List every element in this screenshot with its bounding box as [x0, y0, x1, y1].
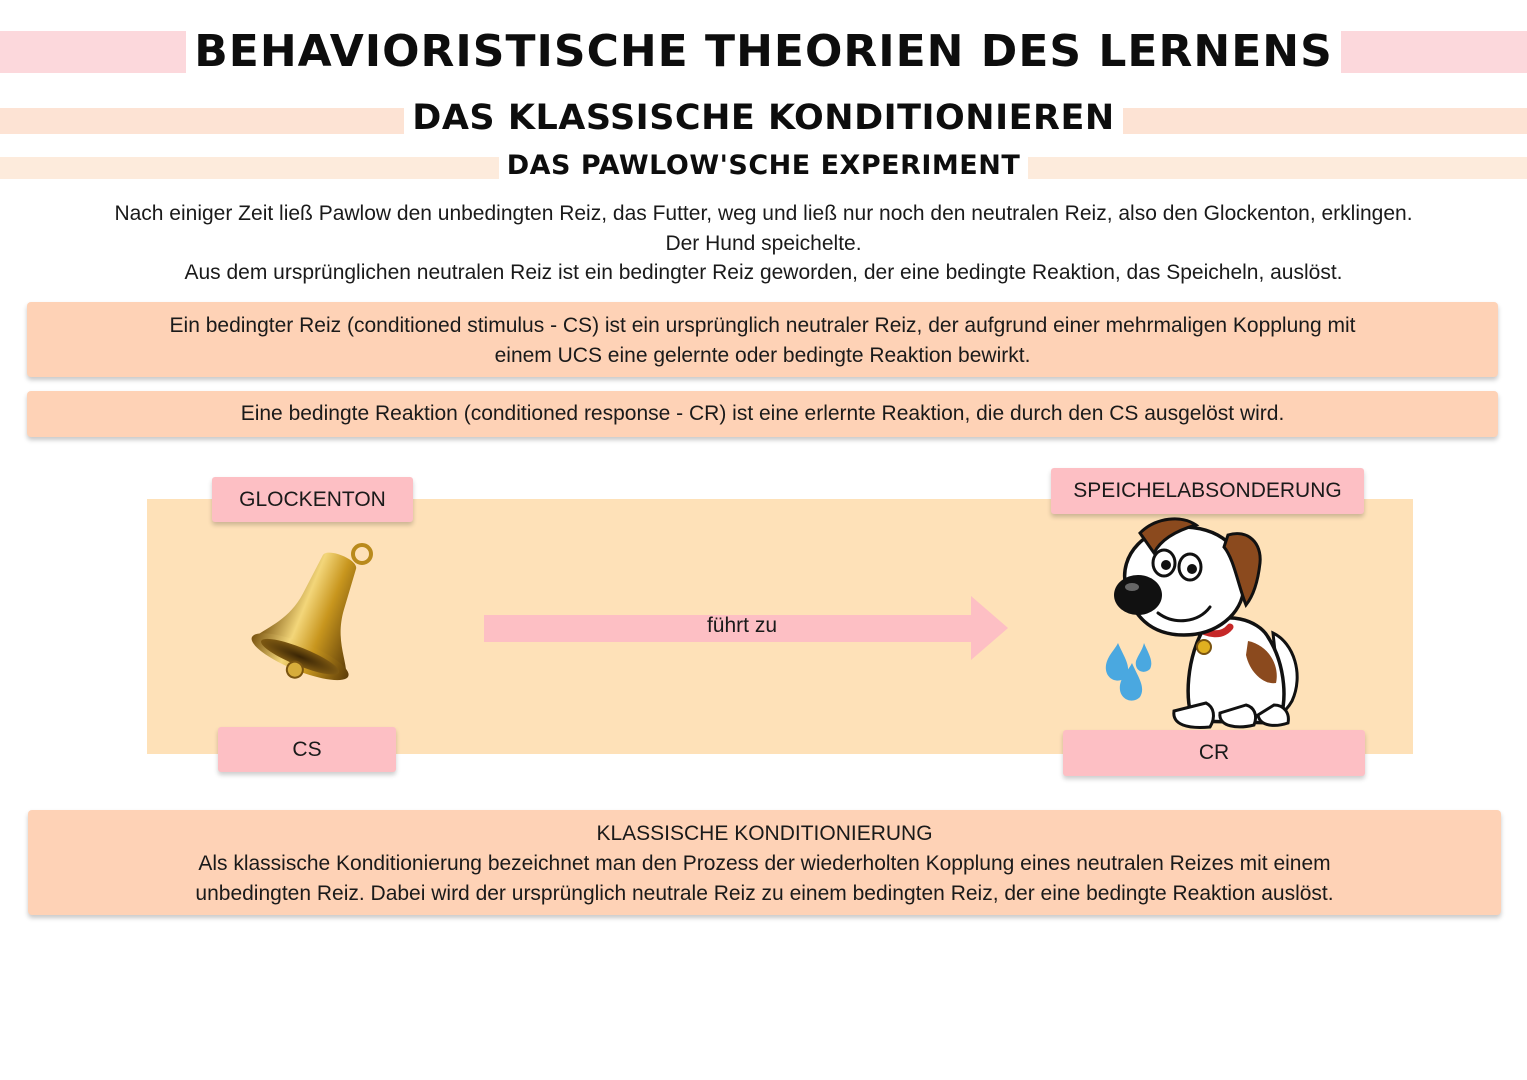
response-code: CR [1063, 730, 1365, 776]
definition-cs-line-2: einem UCS eine gelernte oder bedingte Reaktion bewirkt. [494, 344, 1031, 367]
page-title: BEHAVIORISTISCHE THEORIEN DES LERNENS [0, 26, 1527, 77]
intro-line-3: Aus dem ursprünglichen neutralen Reiz ist ein bedingter Reiz geworden, der eine bedingte Reaktion, das Speicheln, auslöst. [184, 261, 1343, 284]
definition-cr-box [27, 391, 1498, 437]
definition-cr-text: Eine bedingte Reaktion (conditioned response - CR) ist eine erlernte Reaktion, die durch den CS ausgelöst wird. [240, 402, 1285, 425]
intro-text [20, 199, 1507, 288]
intro-line-1: Nach einiger Zeit ließ Pawlow den unbedingten Reiz, das Futter, weg und ließ nur noch den neutralen Reiz, also den Glockenton, erklingen. [114, 202, 1413, 225]
summary-line-2: unbedingten Reiz. Dabei wird der ursprünglich neutrale Reiz zu einem bedingten Reiz, der eine bedingte Reaktion auslöst. [195, 882, 1334, 905]
dog-icon [1098, 515, 1304, 733]
page-subtitle: DAS KLASSISCHE KONDITIONIEREN [0, 98, 1527, 138]
definition-cs-box [27, 302, 1498, 377]
summary-line-1: Als klassische Konditionierung bezeichnet man den Prozess der wiederholten Kopplung eines neutralen Reizes mit einem [198, 852, 1331, 875]
summary-heading: KLASSISCHE KONDITIONIERUNG [596, 822, 933, 845]
response-label: SPEICHELABSONDERUNG [1051, 468, 1364, 514]
definition-cs-line-1: Ein bedingter Reiz (conditioned stimulus - CS) ist ein ursprünglich neutraler Reiz, der aufgrund einer mehrmaligen Kopplung mit [169, 314, 1356, 337]
arrow-label: führt zu [706, 614, 778, 637]
summary-box [28, 810, 1501, 915]
bell-icon [246, 540, 378, 702]
intro-line-2: Der Hund speichelte. [665, 231, 862, 255]
stimulus-code: CS [218, 727, 396, 772]
section-title: DAS PAWLOW'SCHE EXPERIMENT [0, 150, 1527, 181]
stimulus-label: GLOCKENTON [212, 477, 413, 522]
